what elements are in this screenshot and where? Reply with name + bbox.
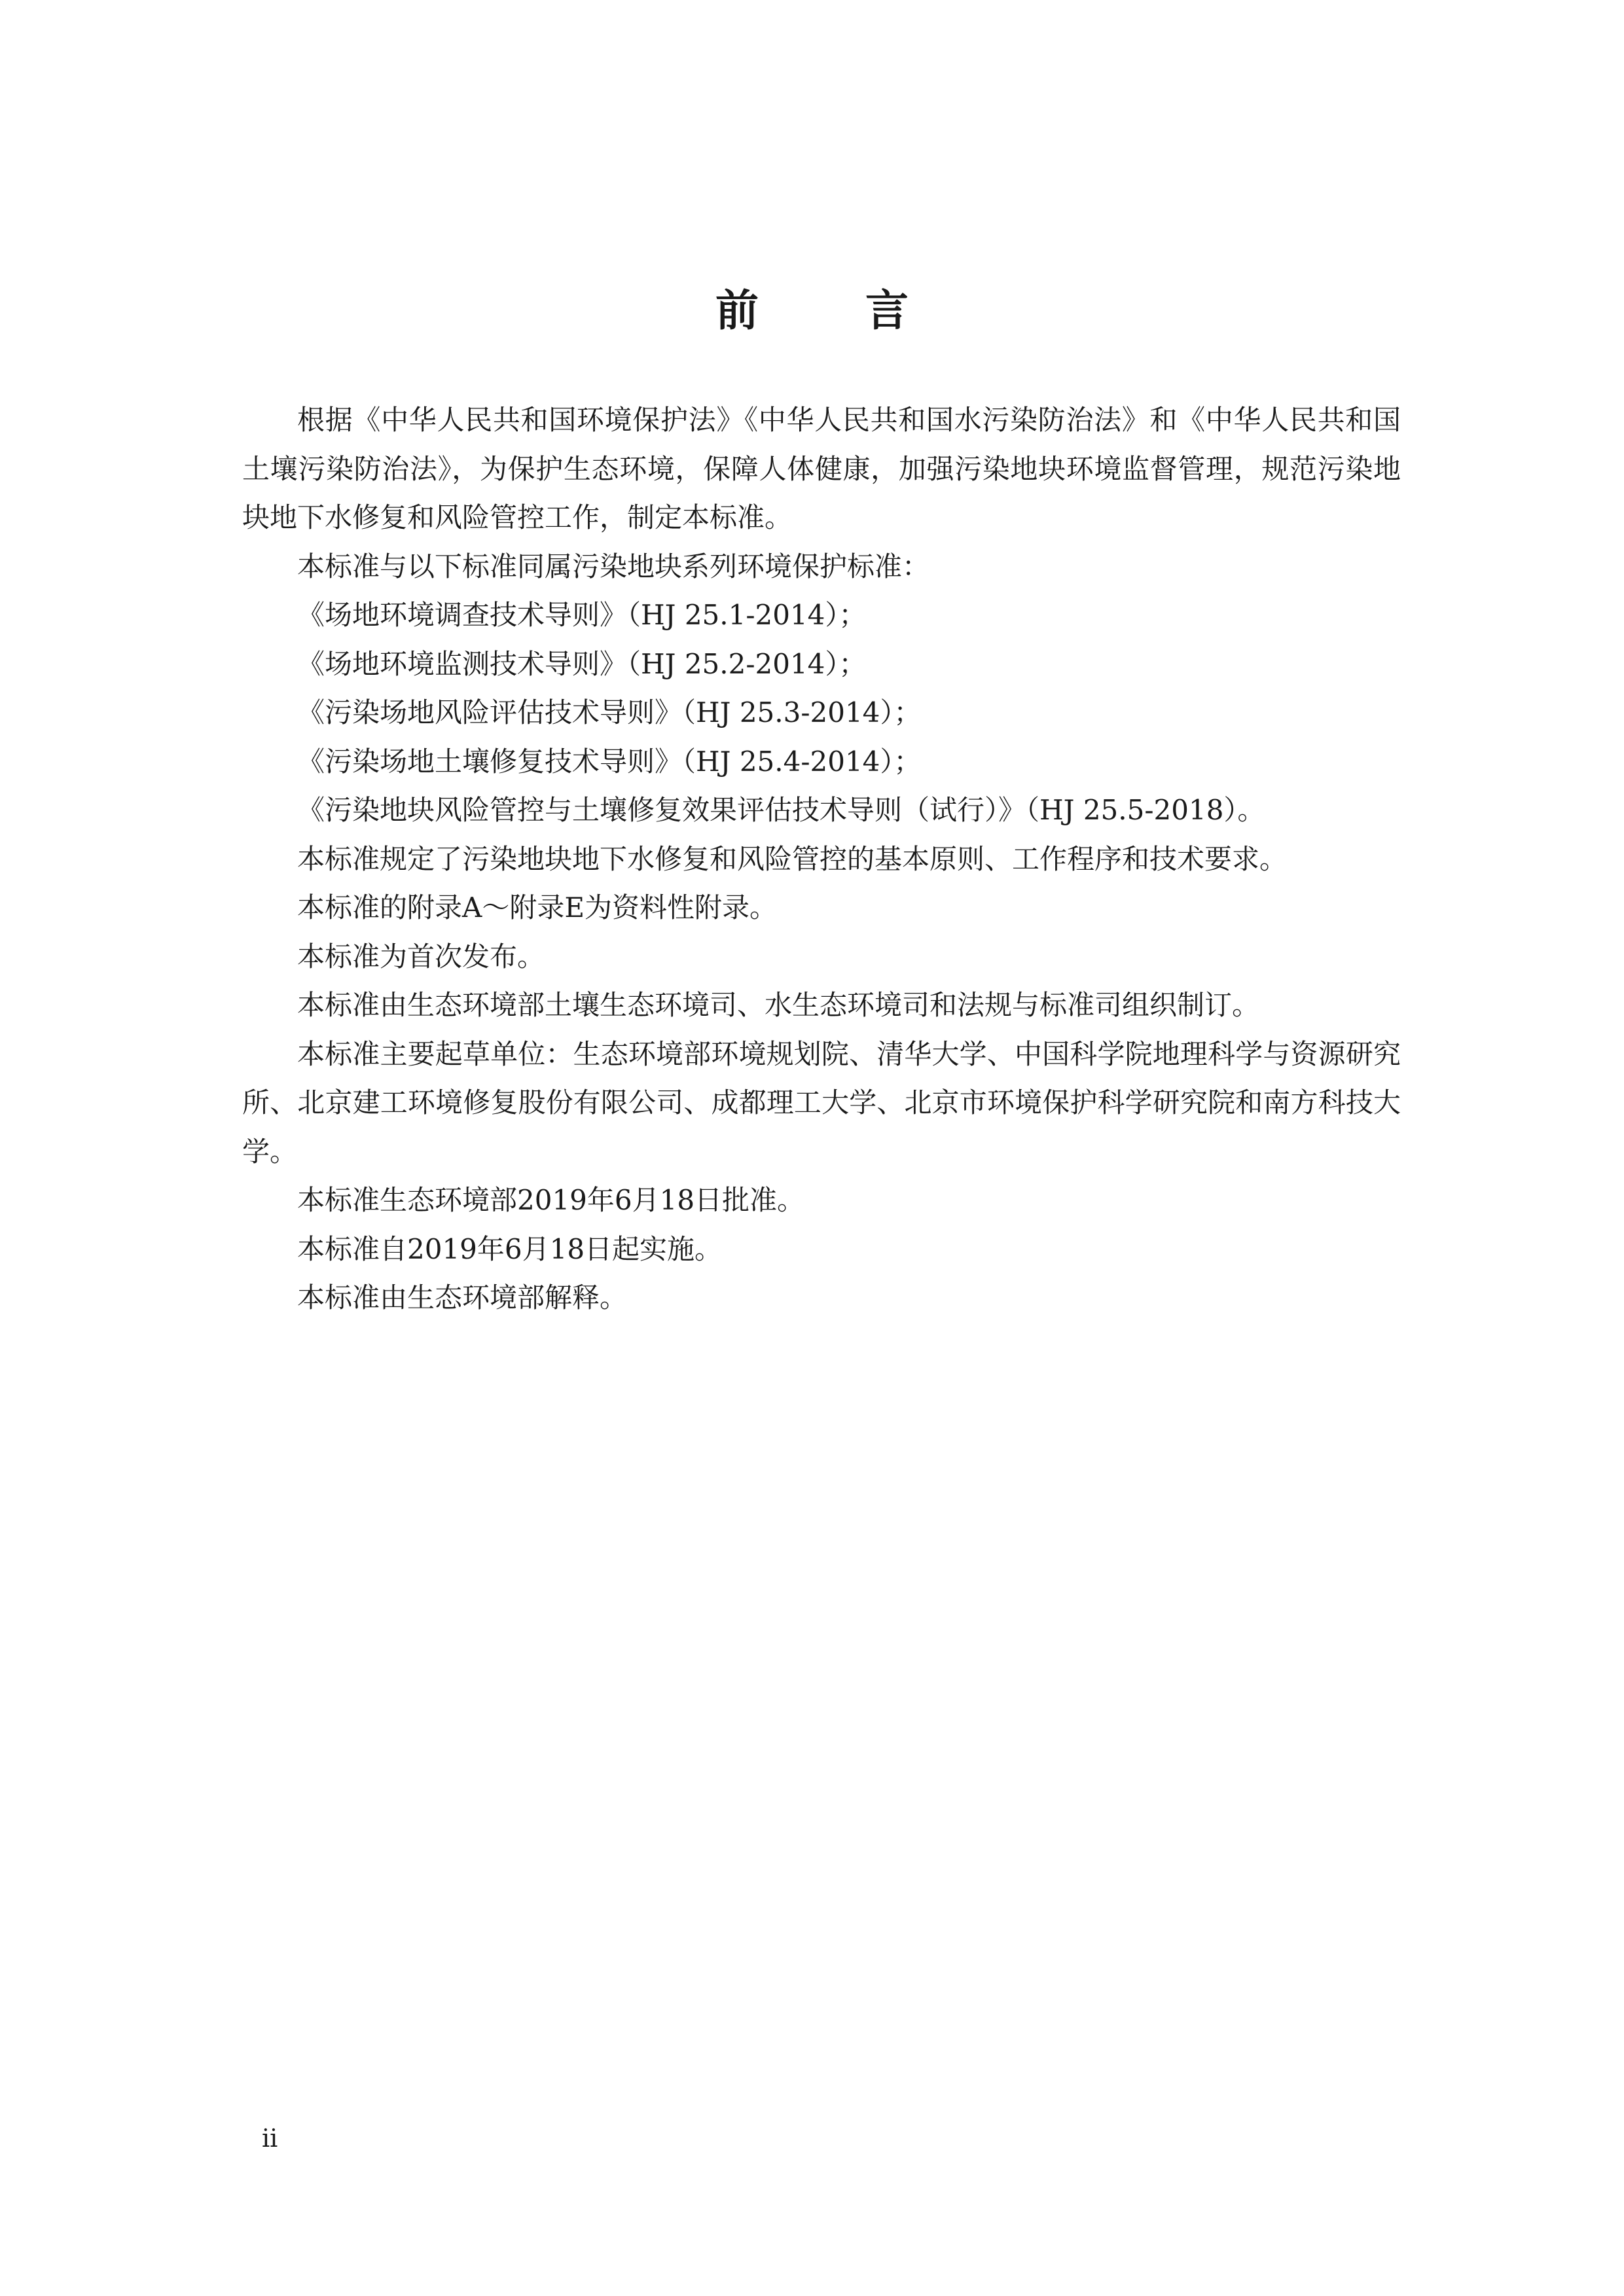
paragraph-interpretation: 本标准由生态环境部解释。: [297, 1282, 628, 1314]
preface-body: [242, 396, 1401, 1323]
paragraph-legal-basis: 根据《中华人民共和国环境保护法》《中华人民共和国水污染防治法》和《中华人民共和国土壤污染防治法》，为保护生态环境，保障人体健康，加强污染地块环境监督管理，规范污染地块地下水修复和风险管控工作，制定本标准。: [242, 404, 1401, 533]
paragraph-drafting-units: 本标准主要起草单位：生态环境部环境规划院、清华大学、中国科学院地理科学与资源研究所、北京建工环境修复股份有限公司、成都理工大学、北京市环境保护科学研究院和南方科技大学。: [242, 1037, 1401, 1168]
paragraph-organizer: 本标准由生态环境部土壤生态环境司、水生态环境司和法规与标准司组织制订。: [297, 989, 1260, 1021]
paragraph-approval-date: 本标准生态环境部2019年6月18日批准。: [297, 1184, 805, 1216]
page-number: ii: [262, 2124, 278, 2153]
paragraph-standard-hj25-1: 《场地环境调查技术导则》（HJ 25.1-2014）；: [297, 599, 867, 631]
paragraph-standard-hj25-5: 《污染地块风险管控与土壤修复效果评估技术导则（试行）》（HJ 25.5-2018）。: [297, 794, 1265, 826]
paragraph-scope: 本标准规定了污染地块地下水修复和风险管控的基本原则、工作程序和技术要求。: [297, 842, 1288, 875]
paragraph-series-intro: 本标准与以下标准同属污染地块系列环境保护标准：: [297, 550, 930, 583]
paragraph-standard-hj25-2: 《场地环境监测技术导则》（HJ 25.2-2014）；: [297, 647, 867, 680]
paragraph-appendix: 本标准的附录A～附录E为资料性附录。: [297, 891, 777, 924]
paragraph-standard-hj25-4: 《污染场地土壤修复技术导则》（HJ 25.4-2014）；: [297, 745, 922, 778]
page-title: 前 言: [715, 285, 954, 336]
paragraph-first-release: 本标准为首次发布。: [297, 940, 545, 973]
paragraph-standard-hj25-3: 《污染场地风险评估技术导则》（HJ 25.3-2014）；: [297, 696, 922, 728]
paragraph-effective-date: 本标准自2019年6月18日起实施。: [297, 1232, 723, 1265]
